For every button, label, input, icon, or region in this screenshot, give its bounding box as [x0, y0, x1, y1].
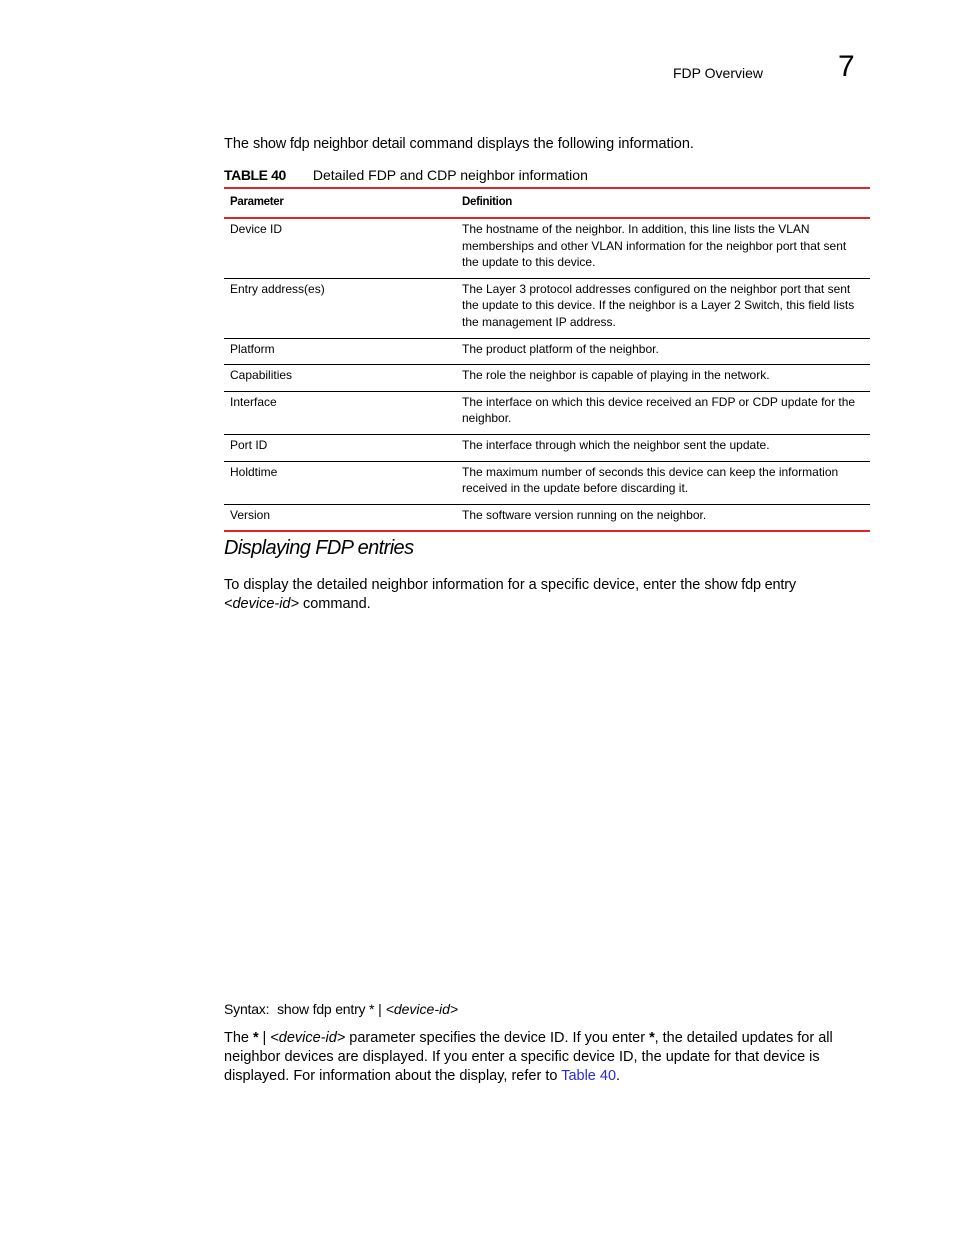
- row-parameter: Platform: [230, 341, 275, 356]
- p2-star: *: [649, 1030, 655, 1046]
- table-row: [224, 391, 870, 434]
- p2-t3: , the detailed updates for all neighbor devices are displayed. If you enter a specific device ID, the update for that device is displayed. For information about the display, refer to: [224, 1030, 833, 1084]
- table-label: TABLE 40: [224, 167, 286, 183]
- row-definition: The role the neighbor is capable of playing in the network.: [462, 368, 770, 383]
- intro-text-before: The: [224, 136, 254, 152]
- row-parameter: Holdtime: [230, 464, 278, 479]
- section-heading: Displaying FDP entries: [224, 537, 414, 559]
- table-40-link[interactable]: Table 40: [561, 1068, 617, 1084]
- table-row: [224, 434, 870, 461]
- syntax-argument: <device-id>: [385, 1001, 459, 1017]
- p2-star: *: [253, 1030, 259, 1046]
- table-row: [224, 218, 870, 278]
- row-parameter: Capabilities: [230, 368, 293, 383]
- row-definition: The software version running on the neighbor.: [462, 507, 707, 522]
- row-definition: The maximum number of seconds this device can keep the information received in the update before discarding it.: [462, 464, 839, 496]
- p2-t2: parameter specifies the device ID. If you enter: [345, 1030, 650, 1046]
- table-row: [224, 338, 870, 365]
- chapter-number: 7: [838, 50, 855, 83]
- column-header-definition: Definition: [462, 196, 513, 208]
- row-definition: The interface on which this device received an FDP or CDP update for the neighbor.: [462, 394, 856, 426]
- p2-separator: |: [258, 1030, 271, 1046]
- row-definition: The product platform of the neighbor.: [462, 341, 659, 356]
- row-definition: The Layer 3 protocol addresses configured on the neighbor port that sent the update to this device. If the neighbor is a Layer 2 Switch, this field lists the management IP address.: [462, 281, 855, 329]
- parameter-paragraph: [224, 1029, 870, 1086]
- intro-paragraph: [224, 135, 694, 153]
- display-entry-paragraph: [224, 576, 870, 614]
- p2-t4: .: [616, 1068, 621, 1084]
- syntax-label: Syntax:: [224, 1001, 270, 1017]
- table-row: [224, 504, 870, 531]
- table-row: [224, 461, 870, 504]
- row-parameter: Entry address(es): [230, 281, 325, 296]
- p2-argument: <device-id>: [270, 1030, 346, 1046]
- row-parameter: Port ID: [230, 437, 268, 452]
- p1-after: command.: [298, 596, 371, 612]
- column-header-parameter: Parameter: [230, 196, 284, 208]
- table-header-row: [224, 188, 870, 218]
- fdp-neighbor-table: [224, 187, 870, 532]
- table-caption: [224, 166, 588, 184]
- table-row: [224, 365, 870, 392]
- p1-command: show fdp entry: [704, 577, 796, 593]
- row-parameter: Device ID: [230, 222, 283, 236]
- row-parameter: Interface: [230, 394, 277, 409]
- syntax-line: [224, 1001, 458, 1017]
- intro-command: show fdp neighbor detail: [253, 136, 406, 152]
- row-definition: The hostname of the neighbor. In addition, this line lists the VLAN memberships and other VLAN information for the neighbor port that sent the update to this device.: [462, 222, 847, 270]
- header-title: FDP Overview: [673, 65, 763, 81]
- syntax-command: show fdp entry *: [277, 1001, 375, 1017]
- p1-argument: <device-id>: [224, 596, 299, 612]
- table-caption-text: Detailed FDP and CDP neighbor information: [312, 167, 588, 183]
- row-definition: The interface through which the neighbor sent the update.: [462, 437, 770, 452]
- p2-t1: The: [224, 1030, 254, 1046]
- syntax-separator: |: [374, 1001, 386, 1017]
- p1-text: To display the detailed neighbor information for a specific device, enter the: [224, 577, 705, 593]
- intro-text-after: command displays the following information.: [405, 136, 694, 152]
- row-parameter: Version: [230, 507, 271, 522]
- table-row: [224, 278, 870, 338]
